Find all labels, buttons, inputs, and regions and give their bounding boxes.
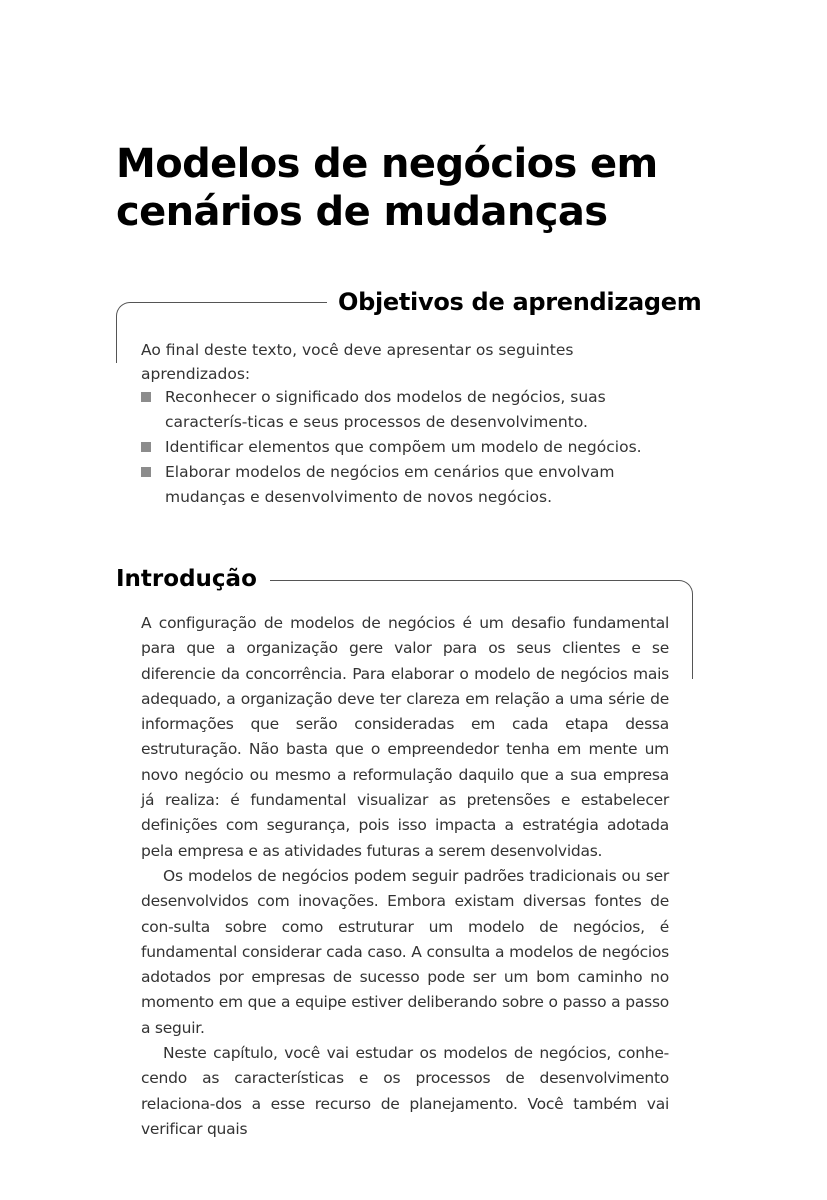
page-title: Modelos de negócios em cenários de mudanças <box>116 141 658 235</box>
introduction-body <box>141 611 669 1142</box>
objectives-list <box>141 385 681 510</box>
objective-text: Identificar elementos que compõem um modelo de negócios. <box>165 438 642 456</box>
objective-text: Elaborar modelos de negócios em cenários que envolvam mudanças e desenvolvimento de novos negócios. <box>165 463 615 506</box>
square-bullet-icon <box>141 467 151 477</box>
body-paragraph: Neste capítulo, você vai estudar os modelos de negócios, conhe-cendo as características e os processos de desenvolvimento relaciona-dos a esse recurso de planejamento. Você também vai verificar quais <box>141 1044 669 1138</box>
body-paragraph: A configuração de modelos de negócios é um desafio fundamental para que a organização gere valor para os seus clientes e se diferencie da concorrência. Para elaborar o modelo de negócios mais adequado, a organização deve ter clareza em relação a uma série de informações que serão consideradas em cada etapa dessa estruturação. Não basta que o empreendedor tenha em mente um novo negócio ou mesmo a reformulação daquilo que a sua empresa já realiza: é fundamental visualizar as pretensões e estabelecer definições com segurança, pois isso impacta a estratégia adotada pela empresa e as atividades futuras a serem desenvolvidas. <box>141 614 669 860</box>
body-paragraph: Os modelos de negócios podem seguir padrões tradicionais ou ser desenvolvidos com inovações. Embora existam diversas fontes de con-sulta sobre como estruturar um modelo de negócios, é fundamental considerar cada caso. A consulta a modelos de negócios adotados por empresas de sucesso pode ser um bom caminho no momento em que a equipe estiver deliberando sobre o passo a passo a seguir. <box>141 866 669 1037</box>
objective-item <box>141 385 681 435</box>
objective-item <box>141 460 681 510</box>
square-bullet-icon <box>141 392 151 402</box>
objectives-heading: Objetivos de aprendizagem <box>338 288 702 316</box>
objective-item <box>141 435 681 460</box>
objective-text: Reconhecer o significado dos modelos de negócios, suas caracterís-ticas e seus processos de desenvolvimento. <box>165 388 606 431</box>
objectives-intro: Ao final deste texto, você deve apresentar os seguintes aprendizados: <box>141 341 574 383</box>
introduction-heading: Introdução <box>116 566 257 592</box>
square-bullet-icon <box>141 442 151 452</box>
